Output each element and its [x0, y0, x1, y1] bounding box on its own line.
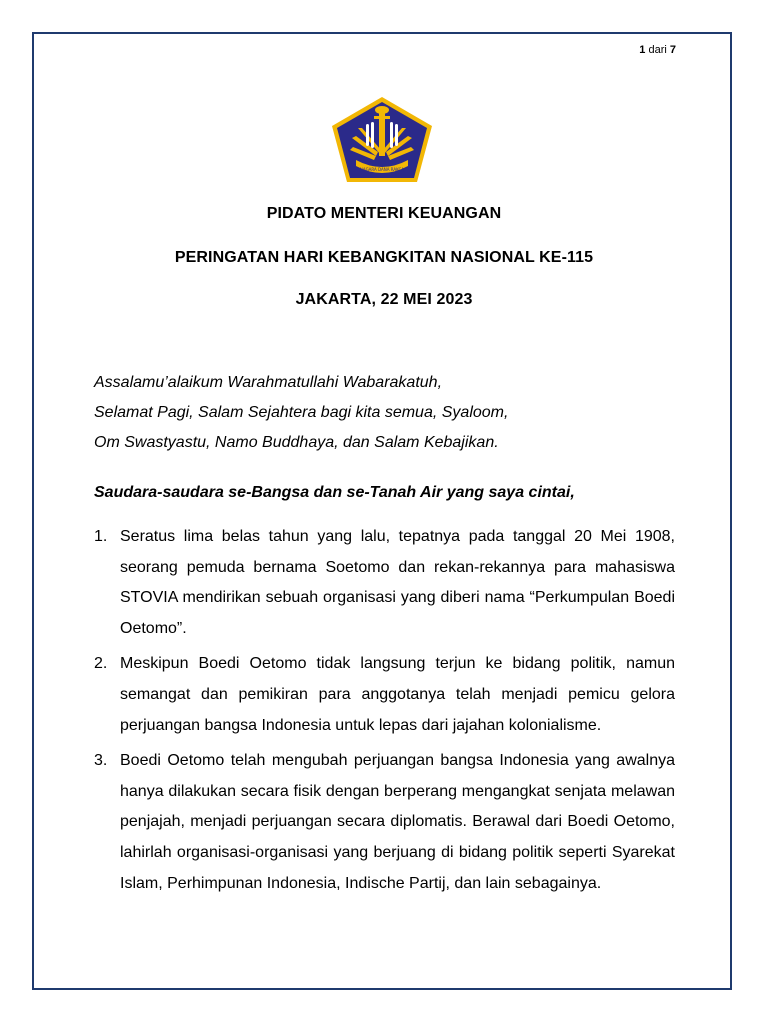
list-item: [94, 746, 675, 899]
item-number: 3.: [94, 752, 108, 770]
page-number: 1 dari 7: [639, 44, 676, 56]
kemenkeu-emblem-logo: [328, 94, 436, 186]
speech-subtitle: PERINGATAN HARI KEBANGKITAN NASIONAL KE-115: [174, 249, 594, 266]
greeting-line: Selamat Pagi, Salam Sejahtera bagi kita semua, Syaloom,: [94, 404, 509, 421]
item-number: 1.: [94, 528, 108, 545]
audience-address: Saudara-saudara se-Bangsa dan se-Tanah Air yang saya cintai,: [94, 484, 575, 501]
svg-text:NAGARA DANA RAKCA: NAGARA DANA RAKCA: [359, 167, 405, 172]
item-text: Boedi Oetomo telah mengubah perjuangan bangsa Indonesia yang awalnya hanya dilakukan secara fisik dengan berperang mengangkat senjata melawan penjajah, menjadi perjuangan secara diplomatis. Berawal dari Boedi Oetomo, lahirlah organisasi-organisasi yang berjuang di bidang politik seperti Syarekat Islam, Perhimpunan Indonesia, Indische Partij, dan lain sebagainya.: [120, 752, 675, 892]
list-item: [94, 649, 675, 741]
item-number: 2.: [94, 655, 108, 673]
greeting-line: Om Swastyastu, Namo Buddhaya, dan Salam Kebajikan.: [94, 434, 499, 451]
speech-place-date: JAKARTA, 22 MEI 2023: [295, 291, 473, 308]
greeting-line: Assalamu’alaikum Warahmatullahi Wabarakatuh,: [94, 374, 443, 391]
greetings-block: [94, 368, 508, 458]
item-text: Meskipun Boedi Oetomo tidak langsung terjun ke bidang politik, namun semangat dan pemikiran para anggotanya telah menjadi pemicu gelora perjuangan bangsa Indonesia untuk lepas dari jajahan kolonialisme.: [120, 655, 675, 734]
list-item: [94, 522, 675, 644]
speech-title: PIDATO MENTERI KEUANGAN: [266, 205, 502, 222]
numbered-paragraphs: [94, 522, 675, 904]
item-text: Seratus lima belas tahun yang lalu, tepatnya pada tanggal 20 Mei 1908, seorang pemuda bernama Soetomo dan rekan-rekannya para mahasiswa STOVIA mendirikan sebuah organisasi yang diberi nama “Perkumpulan Boedi Oetomo”.: [120, 528, 675, 637]
